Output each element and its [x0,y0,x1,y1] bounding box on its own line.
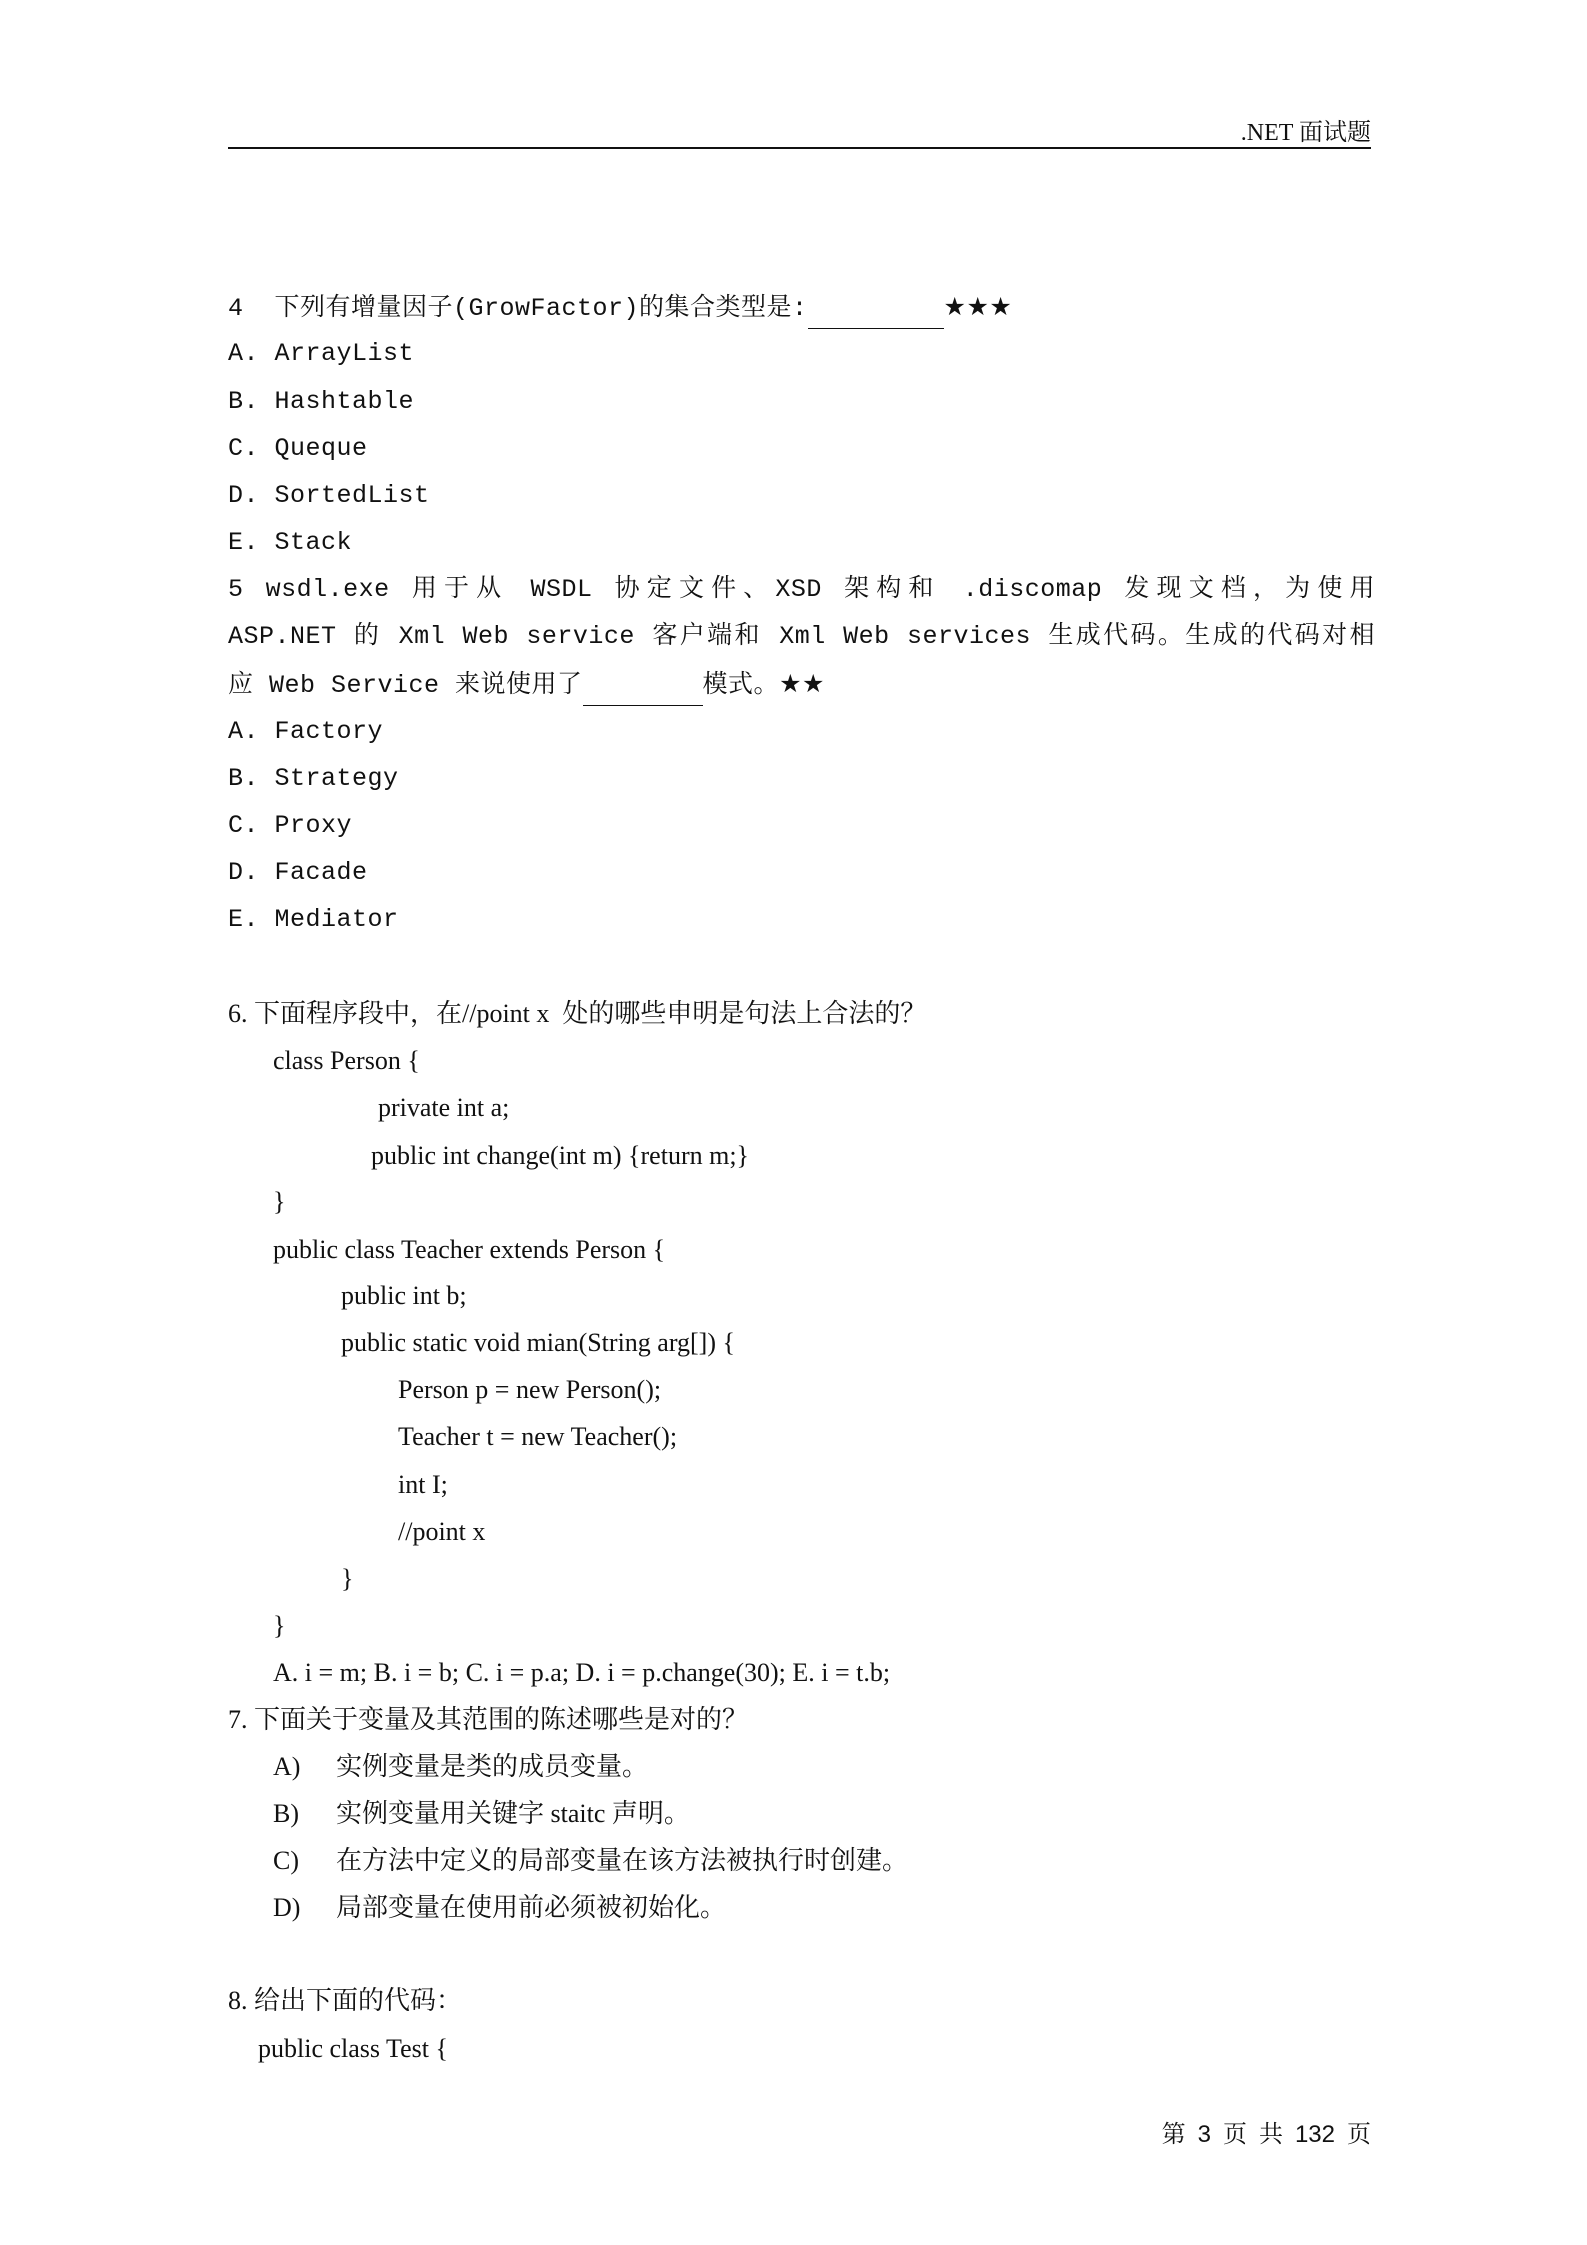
q5-option: C. Proxy [228,811,353,840]
code-line: Teacher t = new Teacher(); [398,1422,678,1451]
code-line: class Person { [273,1046,420,1075]
q5-option: D. Facade [228,858,368,887]
code-line: public class Test { [258,2034,448,2063]
q5-option: E. Mediator [228,905,399,934]
code-line: } [273,1187,286,1216]
q5-option: B. Strategy [228,764,399,793]
q4-option: D. SortedList [228,481,430,510]
code-line: //point x [398,1517,486,1546]
header-title: .NET 面试题 [1240,120,1371,146]
code-line: public static void mian(String arg[]) { [341,1328,735,1357]
q7-stem: 7. 下面关于变量及其范围的陈述哪些是对的？ [228,1705,749,1734]
code-line: } [273,1611,286,1640]
q5-stem-line2: ASP.NET 的 Xml Web service 客户端和 Xml Web services 生成代码。生成的代码对相 [228,622,1375,651]
page-footer: 第 3 页 共 132 页 [1161,2121,1371,2148]
q6-stem: 6. 下面程序段中，在//point x 处的哪些申明是句法上合法的？ [228,999,927,1028]
q4-option: E. Stack [228,528,353,557]
difficulty-stars: ★★ [779,669,825,698]
q4-option: C. Queque [228,434,368,463]
difficulty-stars: ★★★ [943,292,1013,321]
q8-stem: 8. 给出下面的代码： [228,1986,463,2015]
code-line: } [341,1564,354,1593]
code-line: public class Teacher extends Person { [273,1235,666,1264]
code-line: private int a; [378,1093,510,1122]
q5-stem-line3: 应 Web Service 来说使用了 模式。★★ [228,664,825,704]
q6-answers: A. i = m; B. i = b; C. i = p.a; D. i = p.change(30); E. i = t.b; [273,1658,891,1687]
code-line: Person p = new Person(); [398,1375,662,1404]
q4-option: B. Hashtable [228,387,415,416]
q7-option: A) 实例变量是类的成员变量。 [273,1752,649,1781]
q5-option: A. Factory [228,717,384,746]
q7-option: D) 局部变量在使用前必须被初始化。 [273,1893,727,1922]
code-line: public int change(int m) {return m;} [371,1141,750,1170]
code-line: int I; [398,1470,448,1499]
q7-option: B) 实例变量用关键字 staitc 声明。 [273,1799,690,1828]
code-line: public int b; [341,1281,467,1310]
q4-option: A. ArrayList [228,339,415,368]
q5-stem-line1: 5 wsdl.exe 用于从 WSDL 协定文件、XSD 架构和 .discomap 发现文档，为使用 [228,575,1375,604]
header-rule [228,147,1371,149]
q7-option: C) 在方法中定义的局部变量在该方法被执行时创建。 [273,1846,909,1875]
q4-stem: 4 下列有增量因子(GrowFactor)的集合类型是: ★★★ [228,287,1012,327]
